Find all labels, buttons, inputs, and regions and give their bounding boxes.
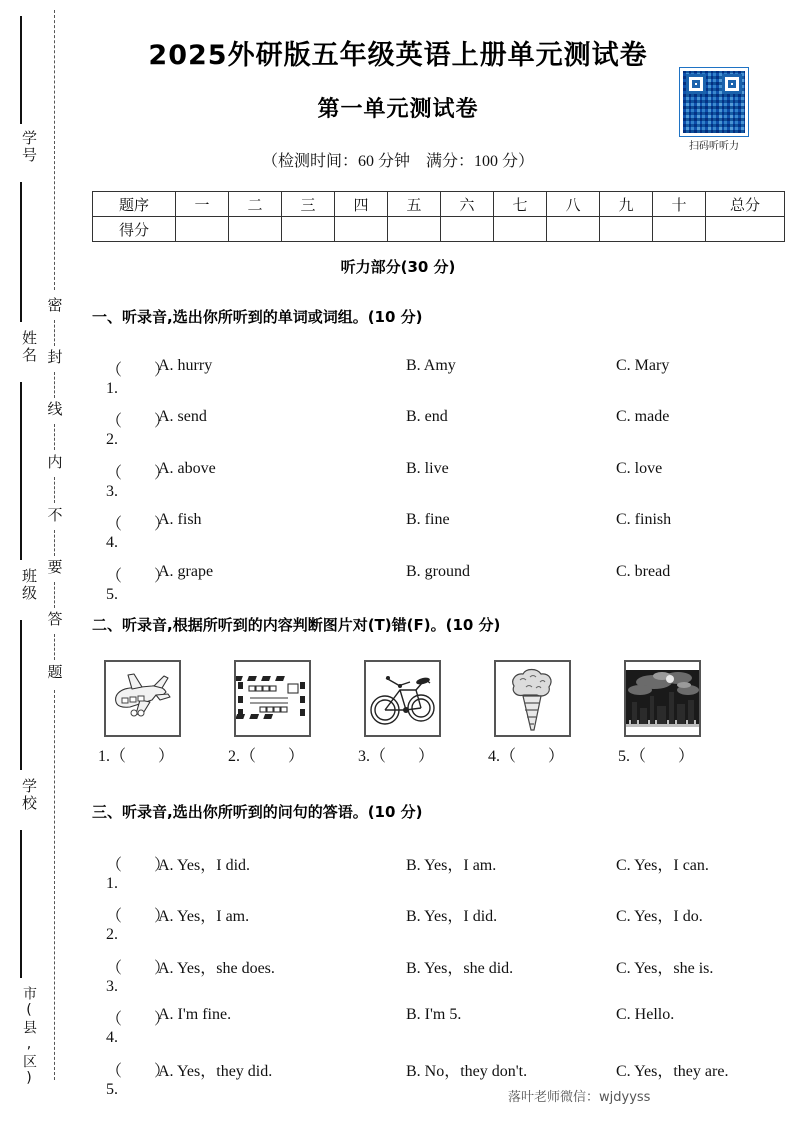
page-subtitle: 第一单元测试卷 — [317, 97, 479, 122]
picture-caption-1[interactable]: 1.（ ） — [98, 748, 175, 765]
section-heading-3: 三、听录音,选出你所听到的问句的答语。(10 分) — [92, 803, 423, 821]
answer-blank[interactable]: （ ）4. — [106, 1011, 171, 1046]
score-cell-6[interactable] — [441, 217, 494, 242]
answer-blank[interactable]: （ ）1. — [106, 362, 171, 397]
score-table-label-question: 题序 — [93, 192, 176, 217]
seal-dashed-rule — [54, 530, 55, 556]
score-cell-1[interactable] — [176, 217, 229, 242]
mc-question-3-1[interactable] — [106, 852, 766, 892]
seal-rule — [20, 16, 22, 124]
score-table-col-total: 总分 — [706, 192, 785, 217]
score-table-col-3: 三 — [282, 192, 335, 217]
score-cell-8[interactable] — [547, 217, 600, 242]
answer-blank[interactable]: （ ）5. — [106, 1063, 171, 1098]
option-b[interactable]: B. end — [406, 408, 448, 425]
seal-dashed-rule — [54, 477, 55, 503]
ice-cream-cone-icon — [494, 660, 571, 737]
seal-margin — [0, 0, 78, 1122]
qr-code-icon[interactable] — [680, 68, 748, 136]
seal-dashed-rule — [54, 320, 55, 346]
seal-label-school: 学校 — [20, 778, 38, 812]
option-c[interactable]: C. Yes，they are. — [616, 1063, 729, 1080]
option-a[interactable]: A. Yes，I am. — [158, 908, 250, 925]
option-c[interactable]: C. Yes，I do. — [616, 908, 703, 925]
seal-char-ti: 题 — [47, 663, 63, 681]
option-b[interactable]: B. Amy — [406, 357, 456, 374]
seal-dashed-rule — [54, 690, 55, 1080]
score-cell-3[interactable] — [282, 217, 335, 242]
seal-label-city-district: 市(县,区) — [21, 986, 37, 1088]
option-b[interactable]: B. fine — [406, 511, 450, 528]
seal-dashed-rule — [54, 372, 55, 398]
seal-outer-column — [6, 0, 36, 1122]
envelope-icon-svg — [236, 662, 309, 735]
page-title: 2025外研版五年级英语上册单元测试卷 — [148, 40, 648, 71]
picture-caption-5[interactable]: 5.（ ） — [618, 748, 695, 765]
seal-dashed-rule — [54, 424, 55, 450]
seal-rule — [20, 382, 22, 560]
mc-question-3-2[interactable] — [106, 903, 766, 943]
score-cell-2[interactable] — [229, 217, 282, 242]
qr-code-block[interactable] — [675, 68, 753, 152]
seal-rule — [20, 182, 22, 322]
picture-item-4[interactable] — [482, 660, 582, 766]
score-table-col-6: 六 — [441, 192, 494, 217]
answer-blank[interactable]: （ ）3. — [106, 960, 171, 995]
option-a[interactable]: A. Yes，I did. — [158, 857, 251, 874]
exam-info-line: （检测时间：60 分钟 满分：100 分） — [261, 153, 534, 170]
seal-char-bu: 不 — [47, 506, 63, 524]
seal-inner-column — [40, 0, 70, 1122]
bicycle-icon-svg — [366, 662, 439, 735]
option-a[interactable]: A. I'm fine. — [158, 1006, 232, 1023]
answer-blank[interactable]: （ ）1. — [106, 857, 171, 892]
score-table-col-4: 四 — [335, 192, 388, 217]
mc-question-3-4[interactable] — [106, 1006, 766, 1046]
picture-item-3[interactable] — [352, 660, 452, 766]
picture-caption-3[interactable]: 3.（ ） — [358, 748, 435, 765]
seal-dashed-rule — [54, 634, 55, 660]
answer-blank[interactable]: （ ）4. — [106, 516, 171, 551]
option-b[interactable]: B. No，they don't. — [406, 1063, 528, 1080]
score-table-col-5: 五 — [388, 192, 441, 217]
seal-label-class: 班级 — [20, 568, 38, 602]
score-cell-4[interactable] — [335, 217, 388, 242]
airplane-icon-svg — [106, 662, 179, 735]
score-table-col-7: 七 — [494, 192, 547, 217]
option-b[interactable]: B. I'm 5. — [406, 1006, 462, 1023]
score-table-col-10: 十 — [653, 192, 706, 217]
envelope-icon — [234, 660, 311, 737]
mc-question-1-4[interactable] — [106, 511, 766, 551]
score-table-col-8: 八 — [547, 192, 600, 217]
picture-caption-4[interactable]: 4.（ ） — [488, 748, 565, 765]
score-table-col-9: 九 — [600, 192, 653, 217]
option-b[interactable]: B. live — [406, 460, 449, 477]
seal-char-yao: 要 — [47, 558, 63, 576]
score-cell-9[interactable] — [600, 217, 653, 242]
table-row-scores — [93, 217, 785, 242]
footer-watermark-note: 落叶老师微信：wjdyyss — [508, 1090, 651, 1105]
mc-question-3-3[interactable] — [106, 955, 766, 995]
score-table-col-2: 二 — [229, 192, 282, 217]
score-cell-10[interactable] — [653, 217, 706, 242]
score-cell-5[interactable] — [388, 217, 441, 242]
mc-question-1-5[interactable] — [106, 563, 766, 603]
option-b[interactable]: B. Yes，she did. — [406, 960, 514, 977]
seal-label-name: 姓名 — [20, 330, 38, 364]
seal-rule — [20, 620, 22, 770]
picture-caption-2[interactable]: 2.（ ） — [228, 748, 305, 765]
seal-char-da: 答 — [47, 610, 63, 628]
answer-blank[interactable]: （ ）2. — [106, 908, 171, 943]
option-a[interactable]: A. above — [158, 460, 216, 477]
score-cell-7[interactable] — [494, 217, 547, 242]
seal-dashed-rule — [54, 582, 55, 608]
option-c[interactable]: C. bread — [616, 563, 671, 580]
section-heading-1: 一、听录音,选出你所听到的单词或词组。(10 分) — [92, 308, 423, 326]
option-c[interactable]: C. Yes，I can. — [616, 857, 709, 874]
ice-cream-cone-icon-svg — [496, 662, 569, 735]
option-c[interactable]: C. finish — [616, 511, 672, 528]
option-a[interactable]: A. grape — [158, 563, 214, 580]
answer-blank[interactable]: （ ）3. — [106, 465, 171, 500]
seal-char-nei: 内 — [47, 453, 63, 471]
mc-question-1-3[interactable] — [106, 460, 766, 500]
seal-char-mi: 密 — [47, 296, 63, 314]
option-a[interactable]: A. Yes，she does. — [158, 960, 275, 977]
option-b[interactable]: B. Yes，I did. — [406, 908, 498, 925]
answer-blank[interactable]: （ ）2. — [106, 413, 171, 448]
answer-blank[interactable]: （ ）5. — [106, 568, 171, 603]
factory-pollution-photo-icon — [624, 660, 701, 737]
table-row-question-numbers — [93, 192, 785, 217]
seal-char-xian: 线 — [47, 400, 63, 418]
airplane-icon — [104, 660, 181, 737]
seal-dashed-rule — [54, 10, 55, 290]
score-table — [92, 191, 785, 242]
listening-part-heading: 听力部分(30 分) — [340, 258, 456, 276]
mc-question-1-2[interactable] — [106, 408, 766, 448]
picture-judgement-row — [92, 660, 772, 770]
option-a[interactable]: A. hurry — [158, 357, 213, 374]
seal-label-student-id: 学号 — [20, 130, 38, 164]
seal-rule — [20, 830, 22, 978]
option-c[interactable]: C. love — [616, 460, 663, 477]
option-b[interactable]: B. Yes，I am. — [406, 857, 497, 874]
option-a[interactable]: A. fish — [158, 511, 202, 528]
option-a[interactable]: A. send — [158, 408, 207, 425]
picture-item-2[interactable] — [222, 660, 322, 766]
option-b[interactable]: B. ground — [406, 563, 470, 580]
option-c[interactable]: C. Yes，she is. — [616, 960, 714, 977]
score-table-col-1: 一 — [176, 192, 229, 217]
option-a[interactable]: A. Yes，they did. — [158, 1063, 273, 1080]
score-table-label-score: 得分 — [93, 217, 176, 242]
section-heading-2: 二、听录音,根据所听到的内容判断图片对(T)错(F)。(10 分) — [92, 616, 501, 634]
score-cell-total[interactable] — [706, 217, 785, 242]
qr-code-caption: 扫码听听力 — [689, 141, 739, 152]
seal-char-feng: 封 — [47, 348, 63, 366]
picture-item-5[interactable] — [612, 660, 712, 766]
option-c[interactable]: C. made — [616, 408, 670, 425]
factory-pollution-photo-svg — [626, 662, 699, 735]
exam-paper-body — [78, 0, 793, 1122]
bicycle-icon — [364, 660, 441, 737]
picture-item-1[interactable] — [92, 660, 192, 766]
option-c[interactable]: C. Mary — [616, 357, 670, 374]
option-c[interactable]: C. Hello. — [616, 1006, 675, 1023]
mc-question-1-1[interactable] — [106, 357, 766, 397]
